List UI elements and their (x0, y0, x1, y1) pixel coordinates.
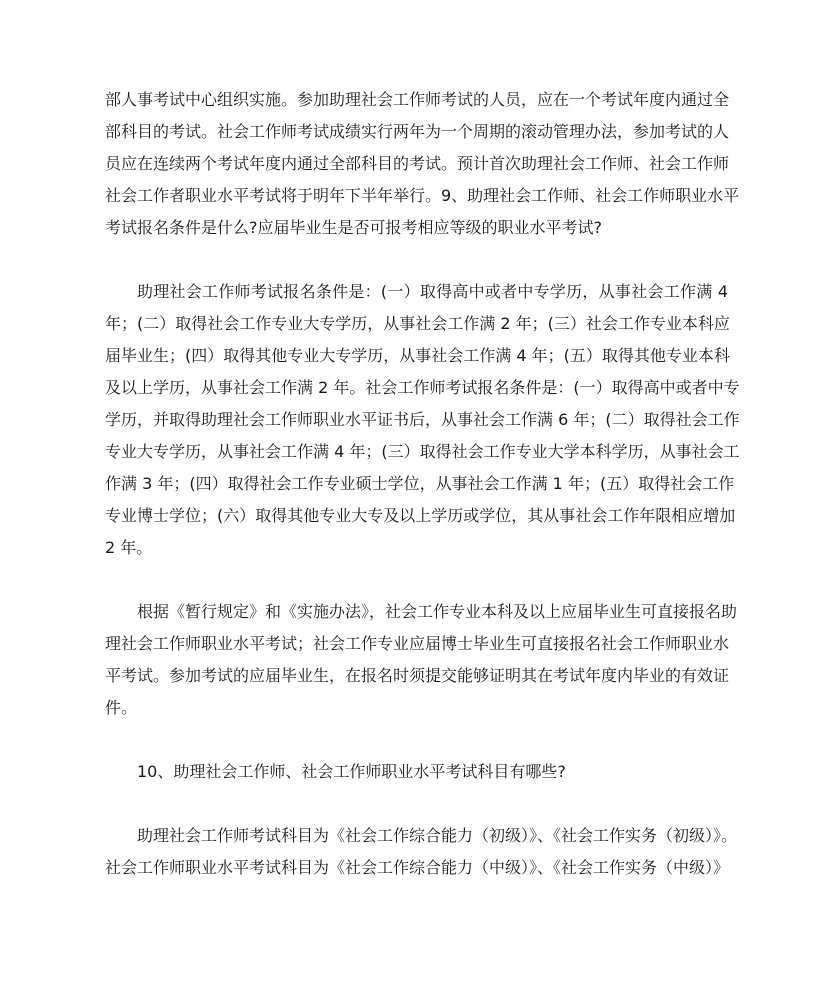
paragraph-line: 专业大专学历，从事社会工作满 4 年；(三）取得社会工作专业大学本科学历，从事社会工 (105, 442, 740, 461)
paragraph-line: 助理社会工作师考试报名条件是：(一）取得高中或者中专学历，从事社会工作满 4 (137, 282, 728, 301)
paragraph-line: 员应在连续两个考试年度内通过全部科目的考试。预计首次助理社会工作师、社会工作师 (105, 154, 730, 173)
section-question: 10、助理社会工作师、社会工作师职业水平考试科目有哪些? (137, 762, 566, 781)
paragraph-line: 理社会工作师职业水平考试；社会工作专业应届博士毕业生可直接报名社会工作师职业水 (105, 634, 730, 653)
paragraph-line: 社会工作者职业水平考试将于明年下半年举行。9、助理社会工作师、社会工作师职业水平 (105, 186, 740, 205)
paragraph-line: 作满 3 年；(四）取得社会工作专业硕士学位，从事社会工作满 1 年；(五）取得社会工作 (105, 474, 735, 493)
paragraph-line: 年；(二）取得社会工作专业大专学历，从事社会工作满 2 年；(三）社会工作专业本科应 (105, 314, 730, 333)
paragraph-line: 件。 (105, 698, 138, 717)
paragraph-line: 社会工作师职业水平考试科目为《社会工作综合能力（中级）》、《社会工作实务（中级）》 (105, 858, 730, 877)
paragraph-line: 2 年。 (105, 538, 153, 557)
paragraph-line: 助理社会工作师考试科目为《社会工作综合能力（初级）》、《社会工作实务（初级）》。 (137, 826, 738, 845)
paragraph-line: 及以上学历，从事社会工作满 2 年。社会工作师考试报名条件是：(一）取得高中或者中专 (105, 378, 740, 397)
paragraph-line: 考试报名条件是什么?应届毕业生是否可报考相应等级的职业水平考试? (105, 218, 602, 237)
paragraph-line: 部科目的考试。社会工作师考试成绩实行两年为一个周期的滚动管理办法，参加考试的人 (105, 122, 730, 141)
paragraph-line: 学历，并取得助理社会工作师职业水平证书后，从事社会工作满 6 年；(二）取得社会工作 (105, 410, 740, 429)
paragraph-line: 平考试。参加考试的应届毕业生，在报名时须提交能够证明其在考试年度内毕业的有效证 (105, 666, 730, 685)
paragraph-line: 届毕业生；(四）取得其他专业大专学历，从事社会工作满 4 年；(五）取得其他专业本科 (105, 346, 730, 365)
paragraph-line: 根据《暂行规定》和《实施办法》，社会工作专业本科及以上应届毕业生可直接报名助 (137, 602, 738, 621)
paragraph-line: 部人事考试中心组织实施。参加助理社会工作师考试的人员，应在一个考试年度内通过全 (105, 90, 730, 109)
paragraph-line: 专业博士学位；(六）取得其他专业大专及以上学历或学位，其从事社会工作年限相应增加 (105, 506, 736, 525)
